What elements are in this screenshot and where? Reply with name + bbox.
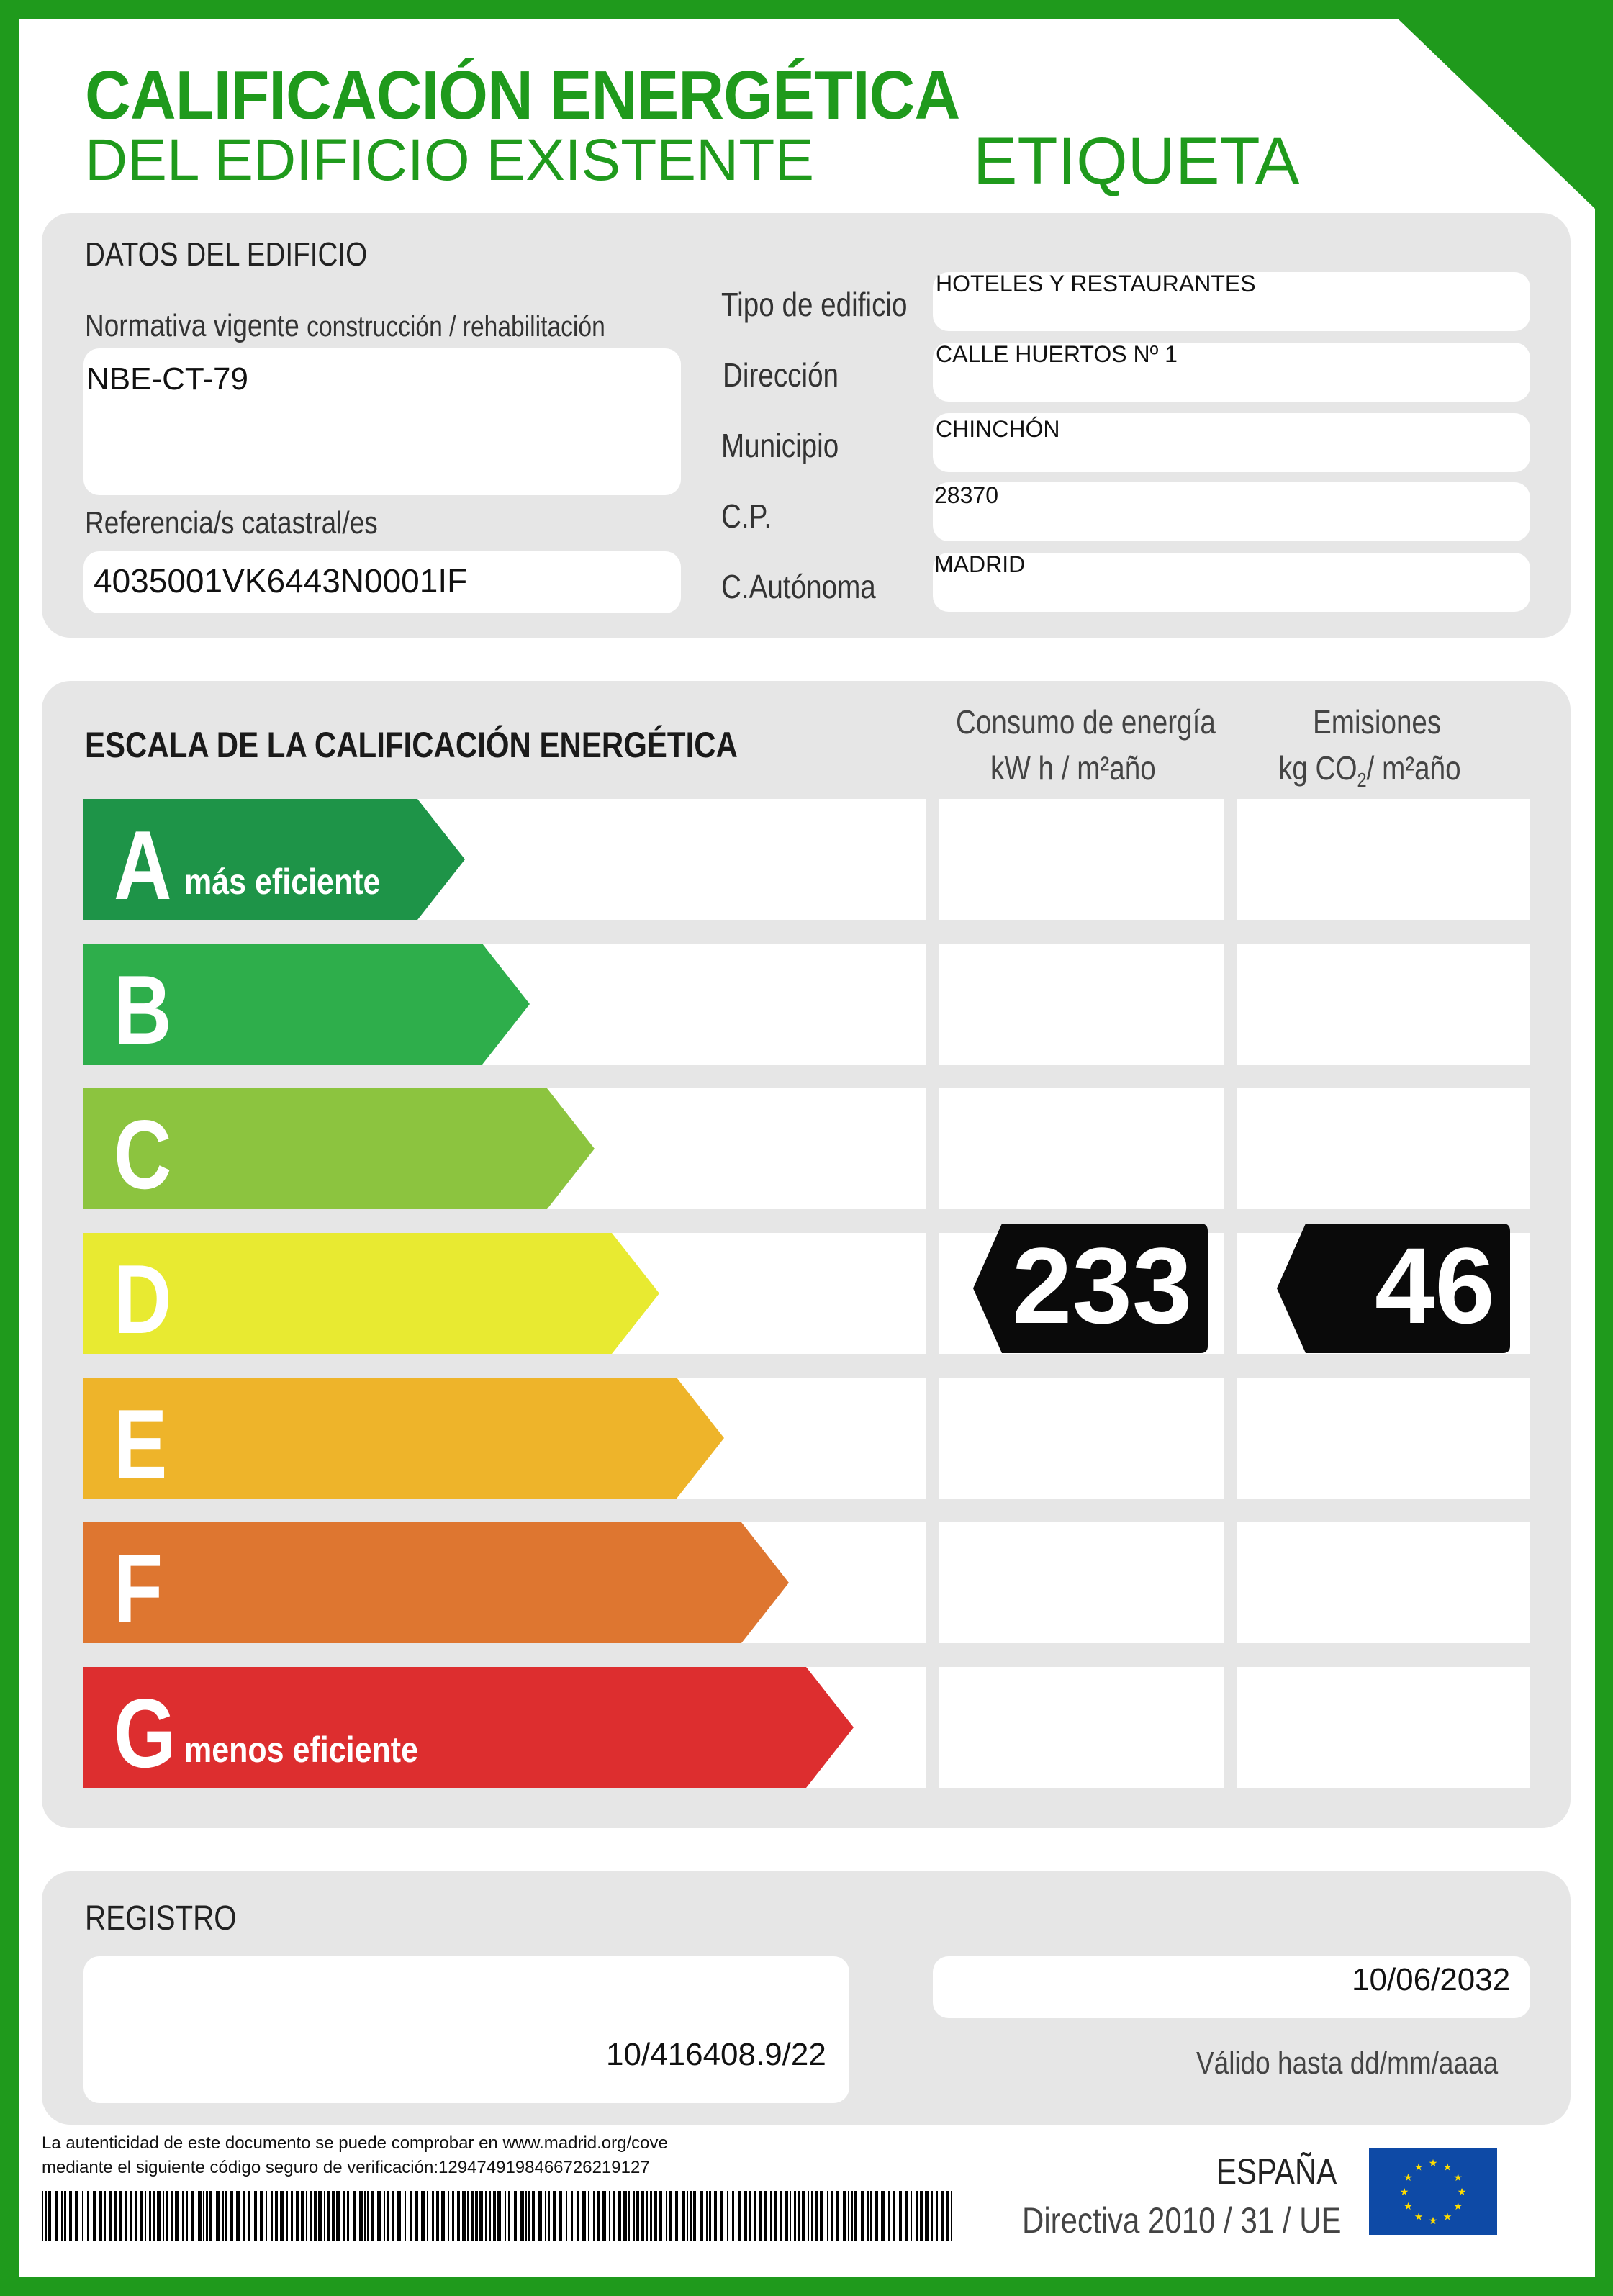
field-label-region: C.Autónoma <box>721 568 876 605</box>
valid-until-label: Válido hasta dd/mm/aaaa <box>1196 2046 1499 2081</box>
emissions-header-1: Emisiones <box>1313 703 1442 741</box>
class-letter-c: C <box>114 1100 172 1209</box>
consumption-cell-e <box>939 1378 1224 1499</box>
field-label-address: Dirección <box>723 356 839 394</box>
field-value-type: HOTELES Y RESTAURANTES <box>936 271 1256 297</box>
cadastral-label: Referencia/s catastral/es <box>85 505 378 541</box>
emissions-header-2sub: 2 <box>1357 769 1367 792</box>
emissions-header-2a: kg CO <box>1278 749 1357 787</box>
registry-number-box <box>83 1956 849 2103</box>
svg-text:★: ★ <box>1404 2171 1413 2183</box>
class-note-g: menos eficiente <box>184 1730 418 1770</box>
label-type: ETIQUETA <box>973 125 1300 198</box>
building-section-title: DATOS DEL EDIFICIO <box>85 235 368 273</box>
svg-text:★: ★ <box>1442 2210 1452 2223</box>
field-box-postcode <box>933 482 1530 541</box>
consumption-value: 233 <box>1012 1225 1193 1346</box>
emissions-header-2 <box>1278 749 1461 792</box>
country-label: ESPAÑA <box>1216 2151 1337 2192</box>
class-bar-e <box>83 1378 724 1499</box>
class-bar-f <box>83 1522 789 1643</box>
consumption-header-2: kW h / m²año <box>990 749 1156 787</box>
emissions-cell-b <box>1237 944 1530 1065</box>
field-label-municipality: Municipio <box>721 427 839 464</box>
norm-value: NBE-CT-79 <box>86 361 248 397</box>
svg-text:★: ★ <box>1414 2161 1424 2173</box>
class-note-a: más eficiente <box>184 862 381 902</box>
svg-text:★: ★ <box>1399 2186 1409 2197</box>
registry-section-title: REGISTRO <box>85 1899 237 1938</box>
consumption-cell-b <box>939 944 1224 1065</box>
svg-text:★: ★ <box>1414 2210 1424 2223</box>
directive-label: Directiva 2010 / 31 / UE <box>1022 2200 1342 2241</box>
cadastral-value: 4035001VK6443N0001IF <box>94 562 468 600</box>
svg-text:★: ★ <box>1428 2157 1438 2169</box>
svg-text:★: ★ <box>1457 2186 1467 2197</box>
scale-section-title: ESCALA DE LA CALIFICACIÓN ENERGÉTICA <box>85 725 738 765</box>
field-value-region: MADRID <box>934 551 1026 577</box>
emissions-header-2b: / m²año <box>1366 749 1461 787</box>
class-letter-d: D <box>114 1244 172 1354</box>
svg-text:★: ★ <box>1453 2200 1463 2212</box>
emissions-cell-e <box>1237 1378 1530 1499</box>
consumption-cell-a <box>939 799 1224 920</box>
field-value-address: CALLE HUERTOS Nº 1 <box>936 341 1178 367</box>
emissions-cell-c <box>1237 1088 1530 1209</box>
consumption-cell-g <box>939 1667 1224 1788</box>
class-letter-e: E <box>114 1389 168 1499</box>
emissions-cell-f <box>1237 1522 1530 1643</box>
svg-text:★: ★ <box>1453 2171 1463 2183</box>
emissions-value: 46 <box>1375 1225 1495 1346</box>
consumption-header-1: Consumo de energía <box>956 703 1216 741</box>
norm-label-main: Normativa vigente <box>85 308 299 343</box>
class-letter-f: F <box>114 1534 163 1643</box>
field-label-postcode: C.P. <box>721 497 772 535</box>
auth-line-2: mediante el siguiente código seguro de verificación:1294749198466726219127 <box>42 2158 650 2177</box>
svg-text:★: ★ <box>1428 2215 1438 2226</box>
verification-barcode <box>42 2191 957 2241</box>
svg-text:★: ★ <box>1404 2200 1413 2212</box>
class-letter-b: B <box>114 955 172 1065</box>
eu-flag-icon <box>1369 2148 1497 2235</box>
emissions-cell-a <box>1237 799 1530 920</box>
emissions-cell-g <box>1237 1667 1530 1788</box>
registry-number: 10/416408.9/22 <box>606 2037 826 2072</box>
class-letter-g: G <box>114 1678 176 1788</box>
label-subtitle: DEL EDIFICIO EXISTENTE <box>85 127 815 193</box>
auth-line-1: La autenticidad de este documento se puede comprobar en www.madrid.org/cove <box>42 2133 668 2153</box>
consumption-cell-f <box>939 1522 1224 1643</box>
field-label-type: Tipo de edificio <box>721 286 908 323</box>
class-letter-a: A <box>114 810 172 920</box>
norm-label-small: construcción / rehabilitación <box>307 311 605 343</box>
field-value-postcode: 28370 <box>934 482 998 508</box>
valid-until-value: 10/06/2032 <box>1352 1962 1511 1997</box>
field-value-municipality: CHINCHÓN <box>936 416 1060 442</box>
norm-label <box>85 308 605 344</box>
consumption-cell-c <box>939 1088 1224 1209</box>
label-title: CALIFICACIÓN ENERGÉTICA <box>85 57 960 134</box>
svg-text:★: ★ <box>1442 2161 1452 2173</box>
